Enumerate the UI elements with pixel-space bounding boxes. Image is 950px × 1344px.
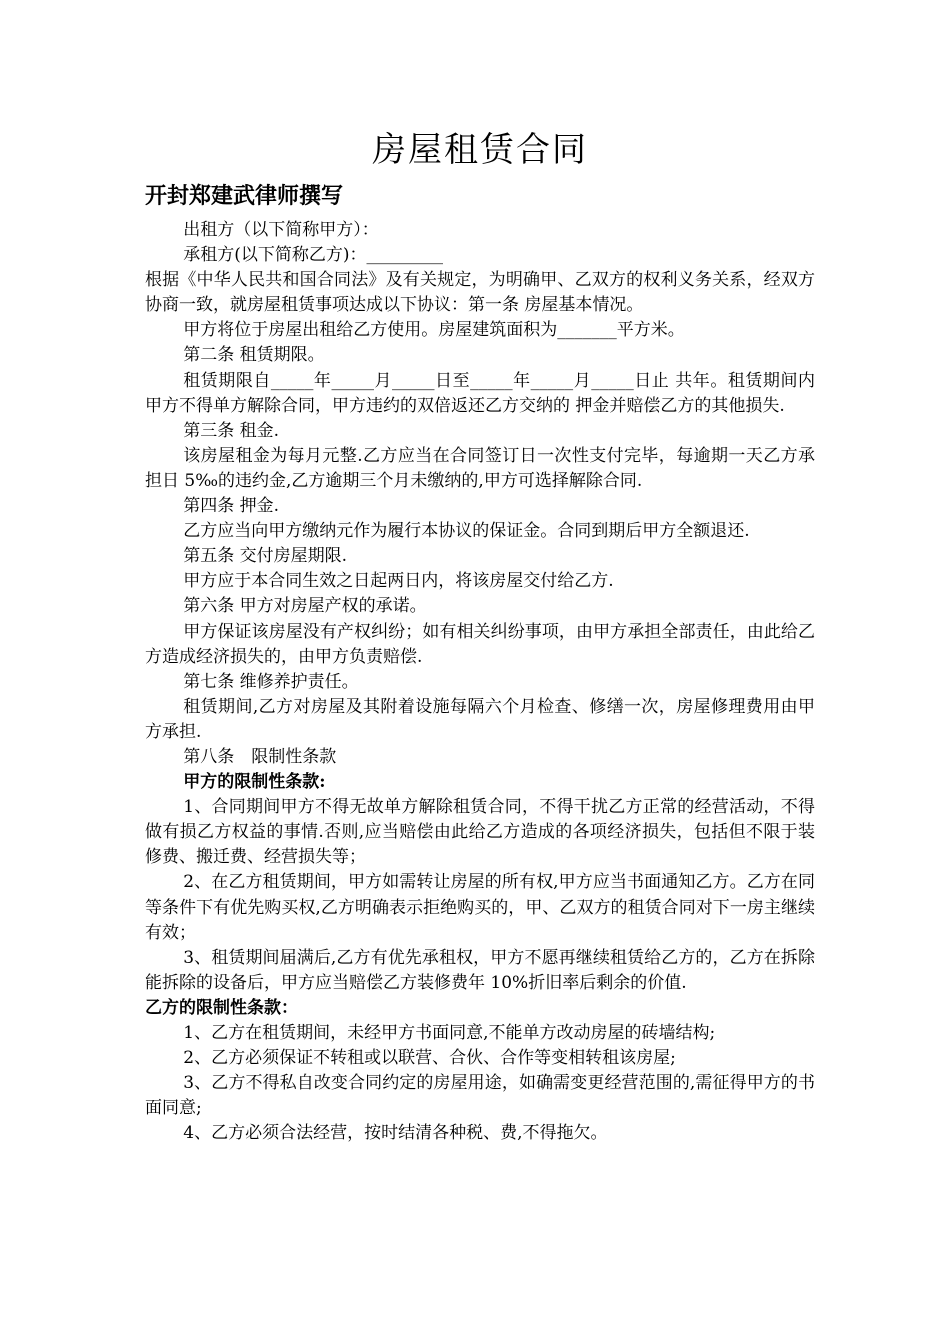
contract-paragraph: 根据《中华人民共和国合同法》及有关规定，为明确甲、乙双方的权利义务关系，经双方协商一致，就房屋租赁事项达成以下协议：第一条 房屋基本情况。 — [145, 270, 815, 316]
contract-paragraph: 该房屋租金为每月元整.乙方应当在合同签订日一次性支付完毕，每逾期一天乙方承担日 5‰的违约金,乙方逾期三个月未缴纳的,甲方可选择解除合同. — [145, 445, 815, 491]
contract-paragraph: 甲方将位于房屋出租给乙方使用。房屋建筑面积为_______平方米。 — [183, 320, 685, 341]
contract-paragraph: 第五条 交付房屋期限. — [183, 546, 348, 567]
contract-paragraph: 第六条 甲方对房屋产权的承诺。 — [183, 596, 427, 617]
contract-paragraph: 乙方应当向甲方缴纳元作为履行本协议的保证金。合同到期后甲方全额退还. — [183, 521, 750, 542]
contract-paragraph: 第八条 限制性条款 — [183, 746, 337, 767]
contract-paragraph: 甲方保证该房屋没有产权纠纷；如有相关纠纷事项，由甲方承担全部责任，由此给乙方造成经济损失的，由甲方负责赔偿. — [145, 621, 815, 667]
contract-paragraph: 租赁期间,乙方对房屋及其附着设施每隔六个月检查、修缮一次，房屋修理费用由甲方承担. — [145, 696, 815, 742]
contract-paragraph: 4、乙方必须合法经营，按时结清各种税、费,不得拖欠。 — [183, 1123, 608, 1144]
contract-body — [145, 218, 815, 1146]
contract-paragraph: 2、乙方必须保证不转租或以联营、合伙、合作等变相转租该房屋; — [183, 1048, 676, 1069]
contract-paragraph: 第二条 租赁期限。 — [183, 345, 325, 366]
contract-paragraph: 3、乙方不得私自改变合同约定的房屋用途，如确需变更经营范围的,需征得甲方的书面同意; — [145, 1073, 815, 1119]
contract-paragraph: 3、租赁期间届满后,乙方有优先承租权，甲方不愿再继续租赁给乙方的，乙方在拆除能拆除的设备后，甲方应当赔偿乙方装修费年 10%折旧率后剩余的价值. — [145, 947, 815, 993]
contract-paragraph: 第三条 租金. — [183, 420, 280, 441]
contract-paragraph: 2、在乙方租赁期间，甲方如需转让房屋的所有权,甲方应当书面通知乙方。乙方在同等条件下有优先购买权,乙方明确表示拒绝购买的，甲、乙双方的租赁合同对下一房主继续有效； — [145, 872, 815, 943]
contract-paragraph: 租赁期限自_____年_____月_____日至_____年_____月_____日止 共年。租赁期间内甲方不得单方解除合同，甲方违约的双倍返还乙方交纳的 押金并赔偿乙方的其他损失. — [145, 370, 815, 416]
contract-paragraph: 甲方应于本合同生效之日起两日内，将该房屋交付给乙方. — [183, 571, 614, 592]
contract-paragraph: 1、乙方在租赁期间，未经甲方书面同意,不能单方改动房屋的砖墙结构; — [183, 1023, 716, 1043]
author-line: 开封郑建武律师撰写 — [145, 184, 344, 209]
contract-paragraph: 出租方（以下简称甲方）： — [183, 220, 379, 240]
contract-paragraph: 承租方(以下简称乙方)：_________ — [183, 245, 444, 266]
contract-paragraph: 乙方的限制性条款： — [145, 997, 298, 1018]
contract-paragraph: 第四条 押金. — [183, 496, 280, 517]
document-page — [145, 126, 815, 1146]
contract-paragraph: 1、合同期间甲方不得无故单方解除租赁合同，不得干扰乙方正常的经营活动，不得做有损乙方权益的事情.否则,应当赔偿由此给乙方造成的各项经济损失，包括但不限于装修费、搬迁费、经营损失等； — [145, 797, 815, 868]
contract-paragraph: 第七条 维修养护责任。 — [183, 671, 359, 692]
document-title: 房屋租赁合同 — [372, 130, 588, 170]
contract-paragraph: 甲方的限制性条款: — [183, 772, 326, 793]
